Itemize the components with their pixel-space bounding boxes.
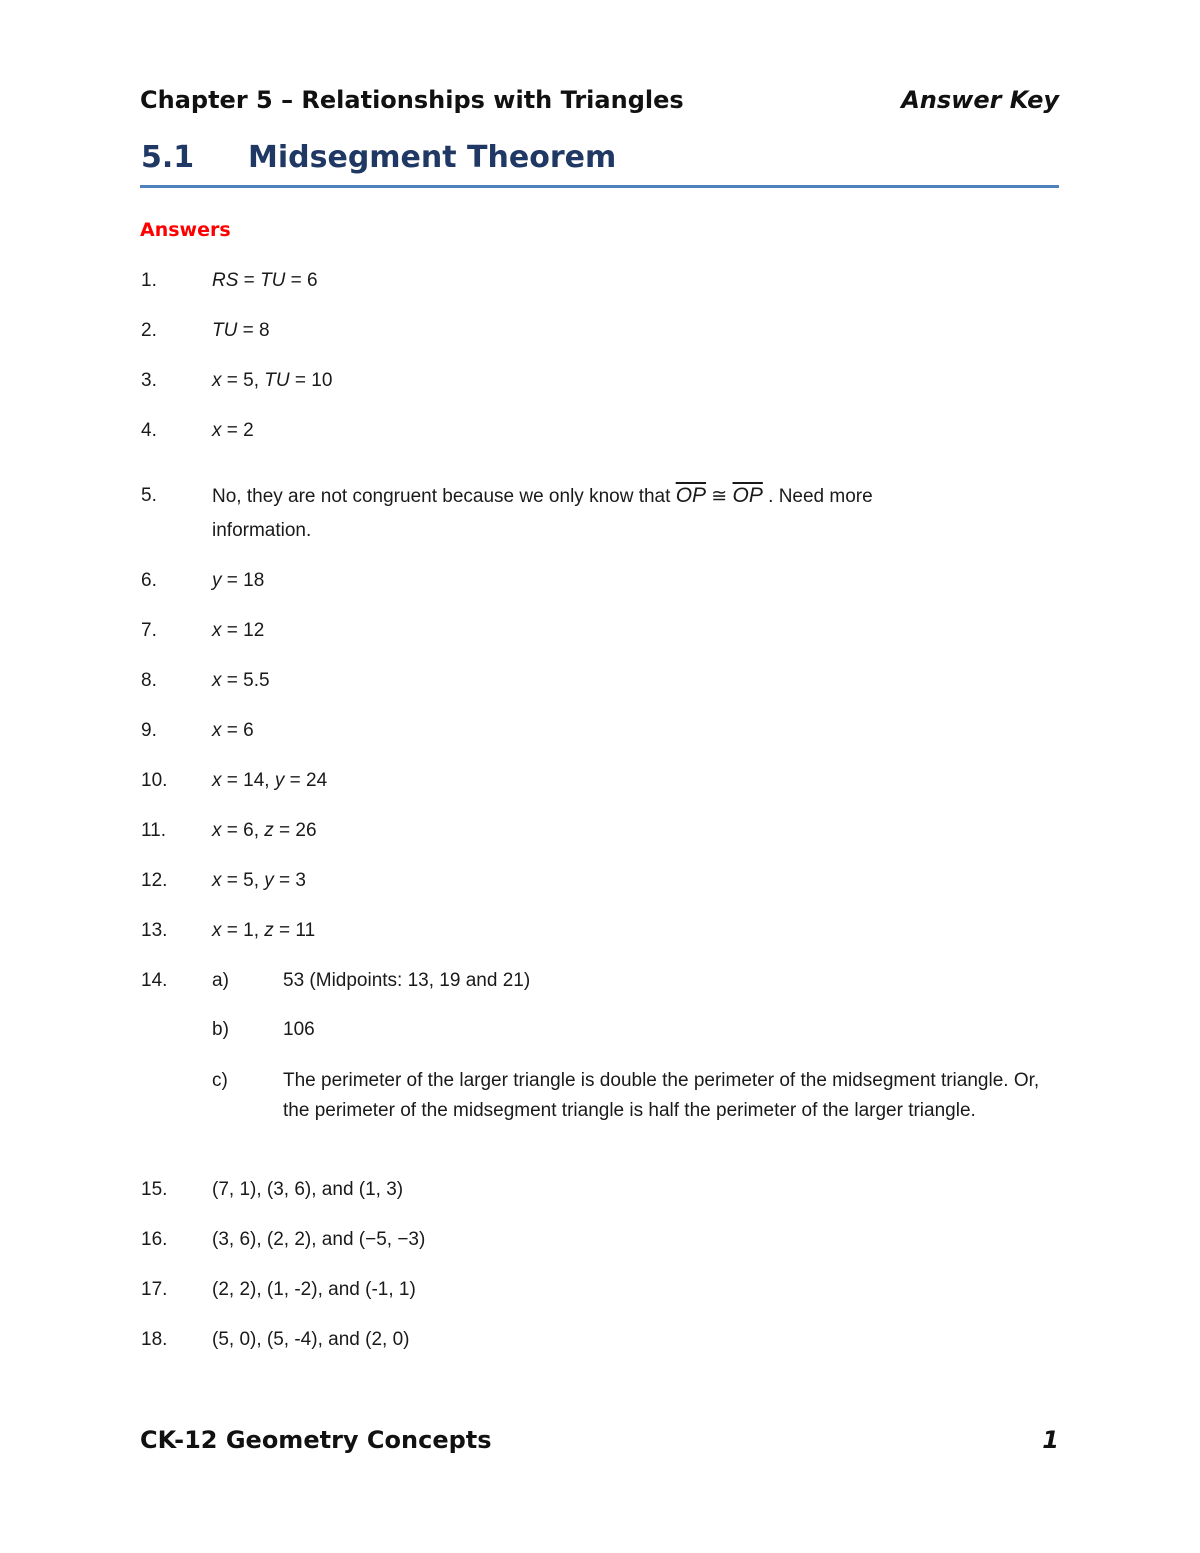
answer-4: x = 2 <box>212 420 254 441</box>
answer-14a-label: a) <box>212 970 229 991</box>
segment-op: $\overline{OP}$ <box>732 484 763 507</box>
answer-6: y = 18 <box>212 570 265 591</box>
item-number: 2. <box>141 320 157 341</box>
answer-14b: 106 <box>283 1019 315 1040</box>
answer-14c-label: c) <box>212 1070 228 1091</box>
item-number: 6. <box>141 570 157 591</box>
answer-10: x = 14, y = 24 <box>212 770 328 791</box>
item-number: 11. <box>141 820 167 841</box>
section-rule <box>140 185 1059 188</box>
item-number: 9. <box>141 720 157 741</box>
item-number: 8. <box>141 670 157 691</box>
answers-heading: Answers <box>140 219 231 241</box>
section-title: Midsegment Theorem <box>248 140 617 175</box>
item-number: 4. <box>141 420 157 441</box>
answer-14b-label: b) <box>212 1019 229 1040</box>
item-number: 3. <box>141 370 157 391</box>
answer-16: (3, 6), (2, 2), and (−5, −3) <box>212 1229 426 1250</box>
answer-14a: 53 (Midpoints: 13, 19 and 21) <box>283 970 531 991</box>
answer-12: x = 5, y = 3 <box>212 870 307 891</box>
segment-op: $\overline{OP}$ <box>675 484 707 507</box>
item-number: 15. <box>141 1179 168 1200</box>
page-number: 1 <box>1042 1426 1059 1454</box>
answer-9: x = 6 <box>212 720 254 741</box>
answer-8: x = 5.5 <box>212 670 270 691</box>
item-number: 1. <box>141 270 157 291</box>
item-number: 18. <box>141 1329 168 1350</box>
answer-5: No, they are not congruent because we only know that $\overline{OP}$ ≅ $\overline{OP}$ . Need more <box>212 484 873 507</box>
item-number: 10. <box>141 770 168 791</box>
item-number: 12. <box>141 870 168 891</box>
answer-key-label: Answer Key <box>901 86 1059 114</box>
answer-11: x = 6, z = 26 <box>212 820 317 841</box>
item-number: 16. <box>141 1229 168 1250</box>
answer-3: x = 5, TU = 10 <box>212 370 333 391</box>
answer-7: x = 12 <box>212 620 265 641</box>
answer-18: (5, 0), (5, -4), and (2, 0) <box>212 1329 410 1350</box>
answer-2: TU = 8 <box>212 320 270 341</box>
footer-book-title: CK-12 Geometry Concepts <box>140 1426 492 1454</box>
section-number: 5.1 <box>141 140 195 175</box>
chapter-title: Chapter 5 – Relationships with Triangles <box>140 86 684 114</box>
item-number: 17. <box>141 1279 168 1300</box>
answer-1: RS = TU = 6 <box>212 270 318 291</box>
answer-14c: The perimeter of the larger triangle is double the perimeter of the midsegment triangle. Or, the perimeter of the midsegment triangle is half the perimeter of the larger triangle. <box>283 1070 1040 1121</box>
item-number: 13. <box>141 920 168 941</box>
answer-13: x = 1, z = 11 <box>212 920 316 941</box>
item-number: 5. <box>141 485 157 506</box>
answer-15: (7, 1), (3, 6), and (1, 3) <box>212 1179 404 1200</box>
answer-17: (2, 2), (1, -2), and (-1, 1) <box>212 1279 416 1300</box>
item-number: 14. <box>141 970 168 991</box>
answer-5-line-2: information. <box>212 520 312 541</box>
item-number: 7. <box>141 620 157 641</box>
